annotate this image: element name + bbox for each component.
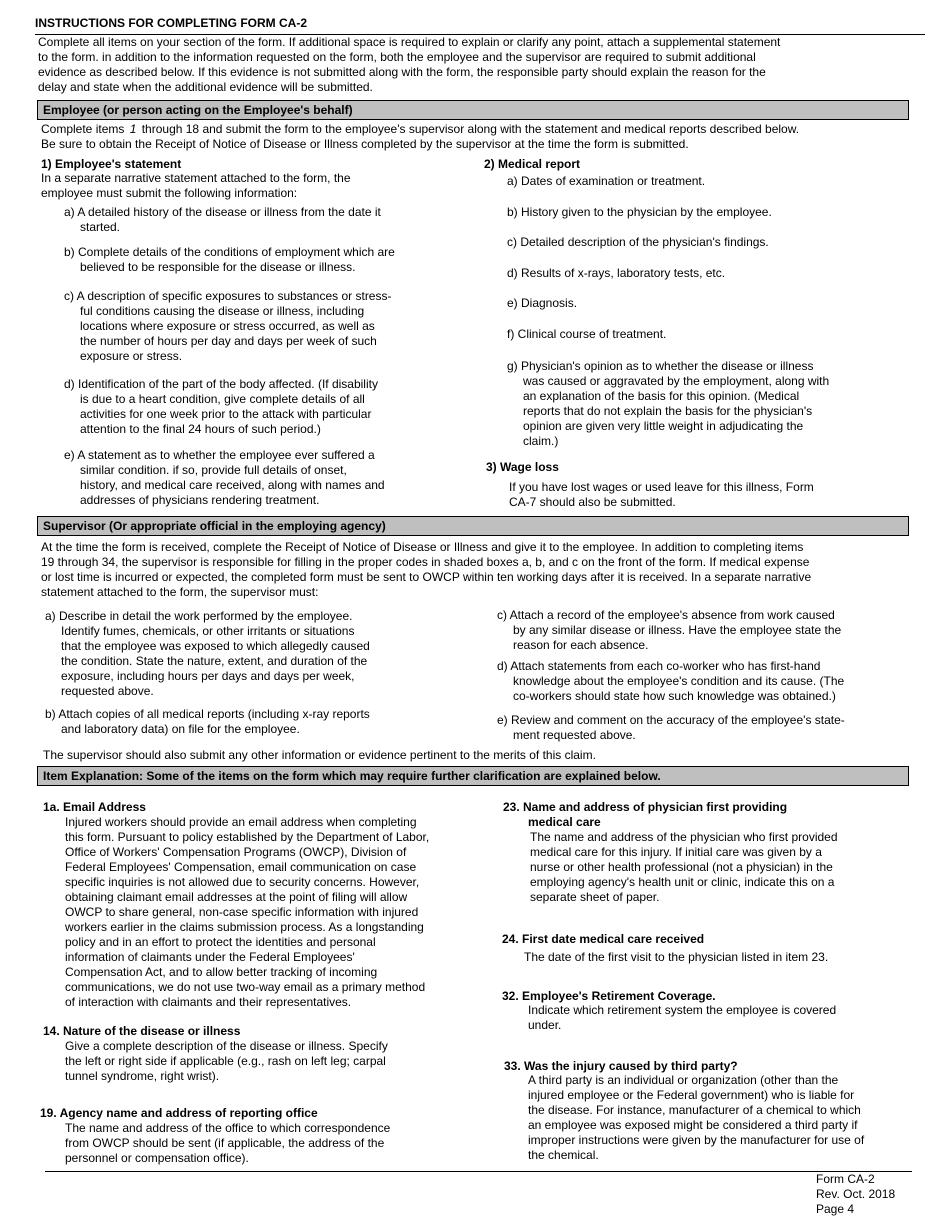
employee-statement-text: In a separate narrative statement attached to the form, the employee must submit the following information: bbox=[41, 171, 351, 200]
medical-item-c: c) Detailed description of the physician's findings. bbox=[507, 235, 769, 249]
item-14-heading: 14. Nature of the disease or illness bbox=[43, 1024, 241, 1038]
medical-item-d: d) Results of x-rays, laboratory tests, etc. bbox=[507, 266, 726, 280]
statement-item-c: c) A description of specific exposures to substances or stress- ful conditions causing the disease or illness, including locations where exposure or stress occurred, as well as the number of hours per day and days per week of such exposure or stress. bbox=[64, 289, 392, 363]
item-14-text: Give a complete description of the disease or illness. Specify the left or right side if applicable (e.g., rash on left leg; carpal tunnel syndrome, right wrist). bbox=[65, 1039, 388, 1083]
employee-section-heading: Employee (or person acting on the Employee's behalf) bbox=[37, 100, 909, 120]
item-23-text: The name and address of the physician who first provided medical care for this injury. If initial care was given by a nurse or other health professional (not a physician) in the employing agency's health unit or clinic, indicate this on a separate sheet of paper. bbox=[530, 830, 838, 904]
employee-intro-line2: Be sure to obtain the Receipt of Notice of Disease or Illness completed by the supervisor at the time the form is submitted. bbox=[41, 137, 689, 151]
supervisor-closing: The supervisor should also submit any other information or evidence pertinent to the merits of this claim. bbox=[43, 748, 596, 762]
supervisor-item-b: b) Attach copies of all medical reports (including x-ray reports and laboratory data) on file for the employee. bbox=[45, 707, 370, 736]
wage-loss-heading: 3) Wage loss bbox=[486, 460, 559, 474]
item-1a-heading: 1a. Email Address bbox=[43, 800, 146, 814]
footer-rule bbox=[45, 1171, 912, 1172]
medical-item-b: b) History given to the physician by the employee. bbox=[507, 205, 772, 219]
item-19-heading: 19. Agency name and address of reporting office bbox=[40, 1106, 318, 1120]
footer-revision: Rev. Oct. 2018 bbox=[816, 1187, 896, 1201]
footer-form: Form CA-2 bbox=[816, 1172, 875, 1186]
medical-item-a: a) Dates of examination or treatment. bbox=[507, 174, 706, 188]
statement-item-e: e) A statement as to whether the employee ever suffered a similar condition. if so, provide full details of onset, history, and medical care received, along with names and addresses of physicians rendering treatment. bbox=[64, 448, 385, 507]
employee-intro-end: through 18 and submit the form to the employee's supervisor along with the statement and medical reports described below. bbox=[138, 122, 800, 136]
supervisor-intro: At the time the form is received, complete the Receipt of Notice of Disease or Illness and give it to the employee. In addition to completing items 19 through 34, the supervisor is responsible for filling in the proper codes in shaded boxes a, b, and c on the front of the form. If medical expense or lost time is incurred or expected, the completed form must be sent to OWCP within ten working days after it is received. In a separate narrative statement attached to the form, the supervisor must: bbox=[41, 540, 812, 599]
supervisor-item-d: d) Attach statements from each co-worker who has first-hand knowledge about the employee's condition and its cause. (The co-workers should state how such knowledge was obtained.) bbox=[497, 659, 845, 703]
supervisor-item-c: c) Attach a record of the employee's absence from work caused by any similar disease or illness. Have the employee state the reason for each absence. bbox=[497, 608, 842, 652]
page-title: INSTRUCTIONS FOR COMPLETING FORM CA-2 bbox=[35, 16, 307, 30]
wage-loss-text: If you have lost wages or used leave for this illness, Form CA-7 should also be submitted. bbox=[509, 480, 814, 509]
intro-text: Complete all items on your section of the form. If additional space is required to explain or clarify any point, attach a supplemental statement to the form. in addition to the information requested on the form, both the employee and the supervisor are required to submit additional evidence as described below. If this evidence is not submitted along with the form, the responsible party should explain the reason for the delay and state when the additional evidence will be submitted. bbox=[38, 35, 781, 94]
statement-item-a: a) A detailed history of the disease or illness from the date it started. bbox=[64, 205, 381, 234]
medical-item-f: f) Clinical course of treatment. bbox=[507, 327, 667, 341]
item-24-text: The date of the first visit to the physician listed in item 23. bbox=[524, 950, 829, 964]
item-19-text: The name and address of the office to which correspondence from OWCP should be sent (if applicable, the address of the personnel or compensation office). bbox=[65, 1121, 391, 1165]
item-32-text: Indicate which retirement system the employee is covered under. bbox=[528, 1003, 837, 1032]
employee-intro-item-one: 1 bbox=[129, 122, 137, 136]
employee-section-intro bbox=[41, 122, 921, 152]
medical-item-e: e) Diagnosis. bbox=[507, 296, 578, 310]
item-23-heading bbox=[503, 800, 903, 830]
supervisor-section-heading: Supervisor (Or appropriate official in the employing agency) bbox=[37, 516, 909, 536]
footer-page-number: Page 4 bbox=[816, 1202, 855, 1216]
medical-item-g: g) Physician's opinion as to whether the disease or illness was caused or aggravated by the employment, along with an explanation of the basis for this opinion. (Medical reports that do not explain the basis for the physician's opinion are given very little weight in adjudicating the claim.) bbox=[507, 359, 830, 448]
item-24-heading: 24. First date medical care received bbox=[502, 932, 705, 946]
supervisor-item-e: e) Review and comment on the accuracy of the employee's state- ment requested above. bbox=[497, 713, 845, 742]
employee-intro-start: Complete items bbox=[41, 122, 128, 136]
item-33-text: A third party is an individual or organization (other than the injured employee or the Federal government) who is liable for the disease. For instance, manufacturer of a chemical to which an employee was exposed might be considered a third party if improper instructions were given by the manufacturer for use of the chemical. bbox=[528, 1073, 865, 1162]
item-explanation-heading: Item Explanation: Some of the items on the form which may require further clarification are explained below. bbox=[37, 766, 909, 786]
supervisor-item-a: a) Describe in detail the work performed by the employee. Identify fumes, chemicals, or other irritants or situations that the employee was exposed to which allegedly caused the condition. State the nature, extent, and duration of the exposure, including hours per days and days per week, requested above. bbox=[45, 609, 370, 698]
statement-item-b: b) Complete details of the conditions of employment which are believed to be responsible for the disease or illness. bbox=[64, 245, 395, 274]
item-32-heading: 32. Employee's Retirement Coverage. bbox=[502, 989, 716, 1003]
item-1a-text: Injured workers should provide an email address when completing this form. Pursuant to policy established by the Department of Labor, Office of Workers' Compensation Programs (OWCP), Division of Federal Employees' Compensation, email communication on case specific inquiries is not allowed due to security concerns. However, obtaining claimant email addresses at the point of filing will allow OWCP to share general, non-case specific information with injured workers earlier in the claims submission process. As a longstanding policy and in an effort to protect the identities and personal information of claimants under the Federal Employees' Compensation Act, and to allow better tracking of incoming communications, we do not use two-way email as a primary method of interaction with claimants and their representatives. bbox=[65, 815, 430, 1009]
employee-statement-heading: 1) Employee's statement bbox=[41, 157, 182, 171]
item-33-heading: 33. Was the injury caused by third party? bbox=[504, 1059, 738, 1073]
medical-report-heading: 2) Medical report bbox=[484, 157, 581, 171]
footer-block bbox=[816, 1172, 895, 1217]
statement-item-d: d) Identification of the part of the body affected. (If disability is due to a heart condition, give complete details of all activities for one week prior to the attack with particular attention to the final 24 hours of such period.) bbox=[64, 377, 378, 436]
item-23-heading-text: 23. Name and address of physician first providing medical care bbox=[503, 800, 788, 829]
